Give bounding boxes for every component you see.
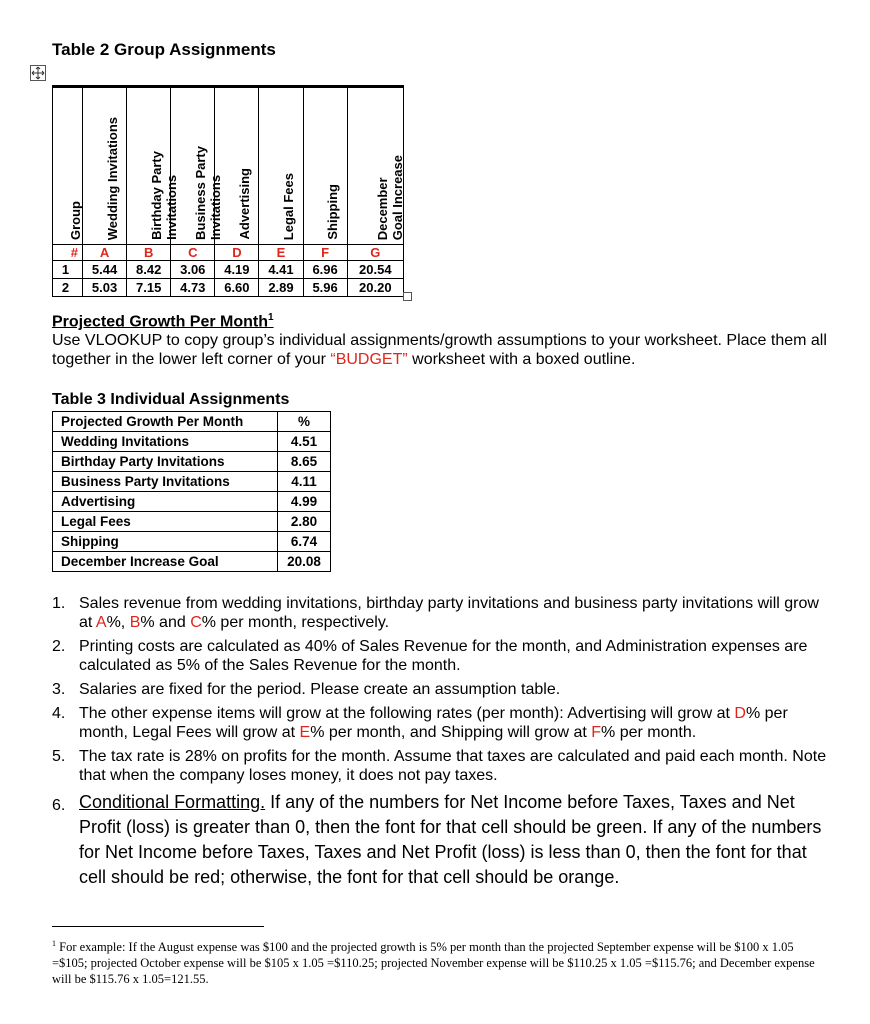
- table2-header-row: [53, 87, 404, 245]
- table2-header-cell: Business Party Invitations: [171, 87, 215, 245]
- table2-cell: 5.03: [83, 279, 127, 297]
- table2-cell: E: [259, 245, 303, 261]
- table3-label: Birthday Party Invitations: [53, 452, 278, 472]
- table2-cell: 2.89: [259, 279, 303, 297]
- table2-cell: C: [171, 245, 215, 261]
- table2-header-cell: Birthday Party Invitations: [127, 87, 171, 245]
- table2-header-cell: Advertising: [215, 87, 259, 245]
- table2-cell: B: [127, 245, 171, 261]
- table2-cell: 6.60: [215, 279, 259, 297]
- list-item: 3. Salaries are fixed for the period. Please create an assumption table.: [52, 681, 561, 698]
- table-row: [53, 552, 331, 572]
- individual-assignments-table: [52, 411, 331, 572]
- list-item: 4. The other expense items will grow at the following rates (per month): Advertising will grow at D% per month, Legal Fees will grow at E% per month, and Shipping will grow at F% per month.: [52, 705, 788, 741]
- table-row: [53, 432, 331, 452]
- table2-cell: G: [347, 245, 403, 261]
- table3-label: Advertising: [53, 492, 278, 512]
- table-row: [53, 452, 331, 472]
- table-row: [53, 412, 331, 432]
- table3-label: December Increase Goal: [53, 552, 278, 572]
- table3-value: 20.08: [278, 552, 331, 572]
- table2-cell: 3.06: [171, 261, 215, 279]
- table2-cell: 2: [53, 279, 83, 297]
- list-item: 1. Sales revenue from wedding invitations, birthday party invitations and business party invitations will grow at A%, B% and C% per month, respectively.: [52, 595, 819, 631]
- table2-cell: D: [215, 245, 259, 261]
- table3-value: %: [278, 412, 331, 432]
- list-item: 2. Printing costs are calculated as 40% of Sales Revenue for the month, and Administration expenses are calculated as 5% of the Sales Revenue for the month.: [52, 638, 808, 674]
- table2-header-cell: Wedding Invitations: [83, 87, 127, 245]
- table-row: [53, 512, 331, 532]
- table-row: [53, 472, 331, 492]
- table2-cell: 6.96: [303, 261, 347, 279]
- table2-cell: 20.54: [347, 261, 403, 279]
- table2-cell: 20.20: [347, 279, 403, 297]
- table3-label: Shipping: [53, 532, 278, 552]
- table3-value: 4.51: [278, 432, 331, 452]
- table3-label: Projected Growth Per Month: [53, 412, 278, 432]
- table-row: [53, 279, 404, 297]
- table2-cell: 5.96: [303, 279, 347, 297]
- conditional-formatting-label: Conditional Formatting.: [79, 792, 266, 812]
- table3-label: Wedding Invitations: [53, 432, 278, 452]
- projected-growth-heading: Projected Growth Per Month$^1$: [52, 312, 274, 331]
- table-move-handle-icon[interactable]: [30, 65, 46, 81]
- group-assignments-table: [52, 85, 404, 297]
- table2-header-cell: December Goal Increase: [347, 87, 403, 245]
- table3-title: Table 3 Individual Assignments: [52, 391, 290, 408]
- table2-cell: #: [53, 245, 83, 261]
- table3-value: 6.74: [278, 532, 331, 552]
- footnote: $^1$ For example: If the August expense was $100 and the projected growth is 5% per month than the projected September expense will be $100 x 1.05 =$105; projected October expense will be $105 x 1.05 =$110.25; projected November expense will be $110.25 x 1.05 =$115.76; and December expense will be $115.76 x 1.05=121.55.: [52, 939, 815, 987]
- footnote-divider: [52, 926, 264, 927]
- table3-value: 4.99: [278, 492, 331, 512]
- table3-value: 2.80: [278, 512, 331, 532]
- table-resize-handle-icon[interactable]: [403, 292, 412, 301]
- list-item: 5. The tax rate is 28% on profits for the month. Assume that taxes are calculated and paid each month. Note that when the company loses money, it does not pay taxes.: [52, 748, 827, 784]
- list-item: 6. Conditional Formatting. If any of the numbers for Net Income before Taxes, Taxes and Net Profit (loss) is greater than 0, then the font for that cell should be green. If any of the numbers for Net Income before Taxes, Taxes and Net Profit (loss) is less than 0, then the font for that cell should be red; otherwise, the font for that cell should be orange.: [52, 792, 822, 887]
- table-row: [53, 532, 331, 552]
- table2-header-cell: Legal Fees: [259, 87, 303, 245]
- table3-value: 4.11: [278, 472, 331, 492]
- table2-cell: A: [83, 245, 127, 261]
- table-row: [53, 261, 404, 279]
- table3-value: 8.65: [278, 452, 331, 472]
- table2-cell: 4.41: [259, 261, 303, 279]
- table3-label: Business Party Invitations: [53, 472, 278, 492]
- table2-cell: 8.42: [127, 261, 171, 279]
- footnote-ref: 1: [268, 312, 274, 323]
- table2-letter-row: [53, 245, 404, 261]
- table2-cell: 4.73: [171, 279, 215, 297]
- table2-header-cell: Group: [53, 87, 83, 245]
- table3-label: Legal Fees: [53, 512, 278, 532]
- table-row: [53, 492, 331, 512]
- table2-title: Table 2 Group Assignments: [52, 40, 276, 59]
- table2-cell: 4.19: [215, 261, 259, 279]
- table2-cell: 5.44: [83, 261, 127, 279]
- table2-header-cell: Shipping: [303, 87, 347, 245]
- instructions-list: [52, 594, 832, 895]
- table2-cell: 7.15: [127, 279, 171, 297]
- projected-growth-body: Use VLOOKUP to copy group’s individual assignments/growth assumptions to your worksheet. Place them all together in the lower left corner of your “BUDGET” worksheet with a boxed outline.: [52, 332, 827, 368]
- table2-cell: 1: [53, 261, 83, 279]
- table2-cell: F: [303, 245, 347, 261]
- budget-highlight: “BUDGET”: [330, 351, 408, 368]
